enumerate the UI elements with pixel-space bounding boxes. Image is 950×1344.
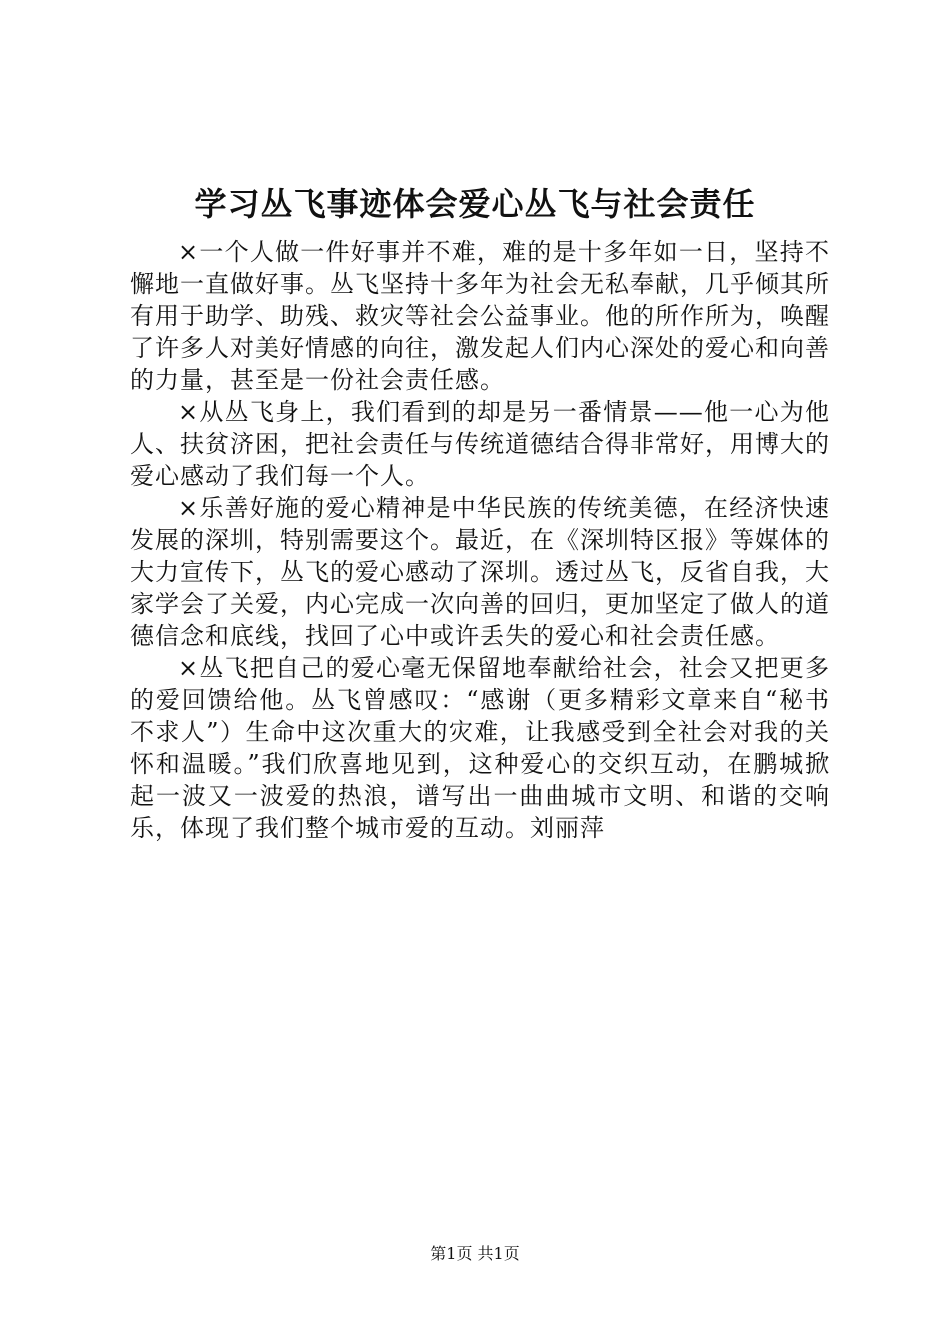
paragraph-3: ×乐善好施的爱心精神是中华民族的传统美德，在经济快速发展的深圳，特别需要这个。最近，在《深圳特区报》等媒体的大力宣传下，丛飞的爱心感动了深圳。透过丛飞，反省自我，大家学会了关爱，内心完成一次向善的回归，更加坚定了做人的道德信念和底线，找回了心中或许丢失的爱心和社会责任感。 (130, 494, 830, 650)
document-title: 学习丛飞事迹体会爱心丛飞与社会责任 (194, 185, 756, 223)
document-body (130, 236, 830, 844)
page-footer: 第1页 共1页 (430, 1244, 520, 1263)
paragraph-2: ×从丛飞身上，我们看到的却是另一番情景——他一心为他人、扶贫济困，把社会责任与传统道德结合得非常好，用博大的爱心感动了我们每一个人。 (130, 398, 830, 490)
paragraph-4: ×丛飞把自己的爱心毫无保留地奉献给社会，社会又把更多的爱回馈给他。丛飞曾感叹：“感谢（更多精彩文章来自“秘书不求人”）生命中这次重大的灾难，让我感受到全社会对我的关怀和温暖。”我们欣喜地见到，这种爱心的交织互动，在鹏城掀起一波又一波爱的热浪，谱写出一曲曲城市文明、和谐的交响乐，体现了我们整个城市爱的互动。刘丽萍 (130, 654, 830, 842)
paragraph-1: ×一个人做一件好事并不难，难的是十多年如一日，坚持不懈地一直做好事。丛飞坚持十多年为社会无私奉献，几乎倾其所有用于助学、助残、救灾等社会公益事业。他的所作所为，唤醒了许多人对美好情感的向往，激发起人们内心深处的爱心和向善的力量，甚至是一份社会责任感。 (130, 238, 830, 394)
